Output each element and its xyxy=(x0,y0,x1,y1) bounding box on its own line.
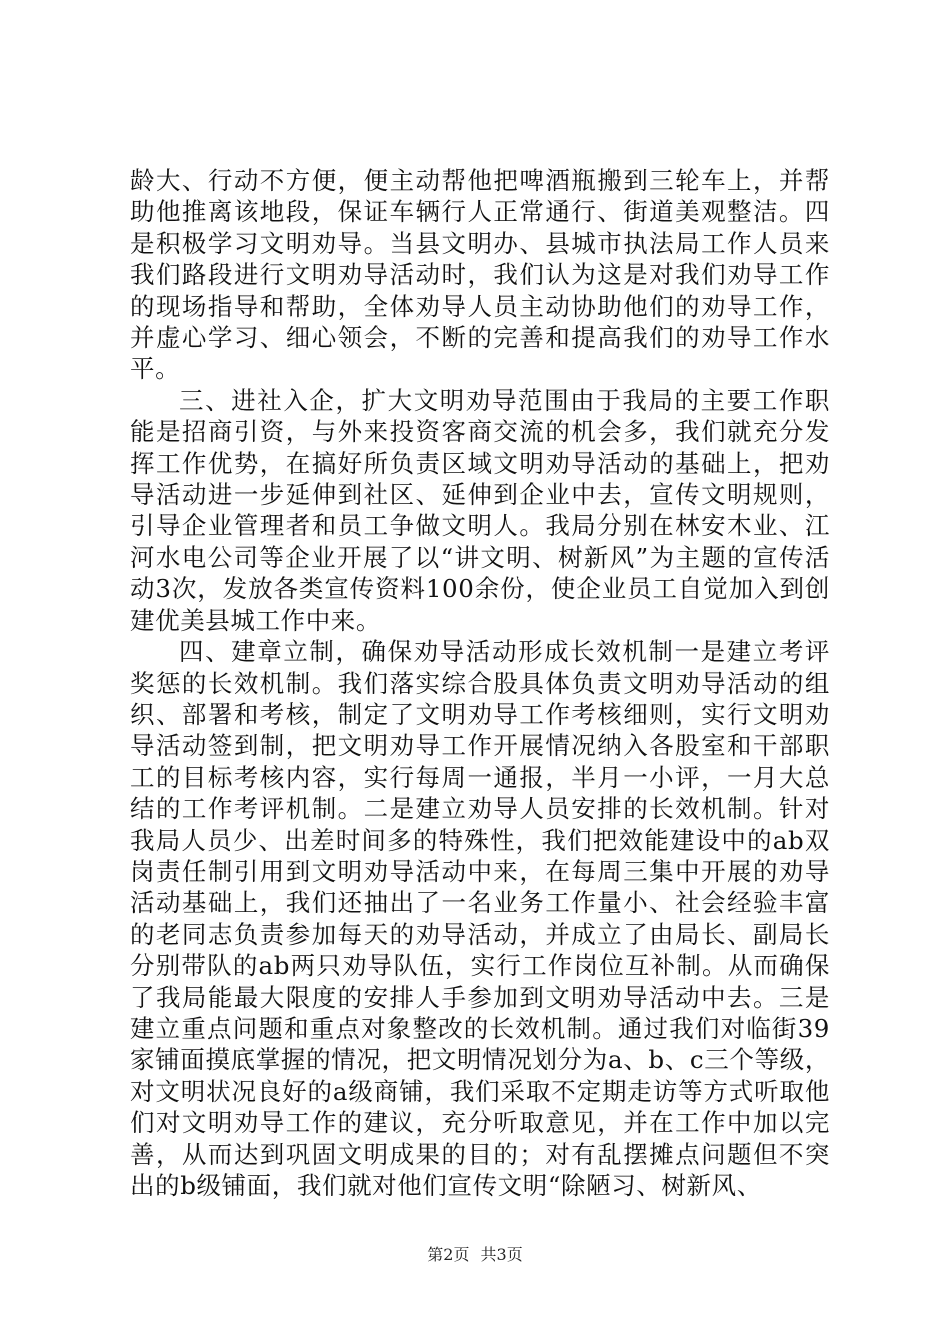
document-body xyxy=(130,165,830,1201)
page-number: 第2页 xyxy=(427,1245,470,1264)
paragraph-1: 龄大、行动不方便，便主动帮他把啤酒瓶搬到三轮车上，并帮助他推离该地段，保证车辆行人正常通行、街道美观整洁。四是积极学习文明劝导。当县文明办、县城市执法局工作人员来我们路段进行文明劝导活动时，我们认为这是对我们劝导工作的现场指导和帮助，全体劝导人员主动协助他们的劝导工作，并虚心学习、细心领会，不断的完善和提高我们的劝导工作水平。 xyxy=(130,166,830,384)
paragraph-2: 三、进社入企，扩大文明劝导范围由于我局的主要工作职能是招商引资，与外来投资客商交流的机会多，我们就充分发挥工作优势，在搞好所负责区域文明劝导活动的基础上，把劝导活动进一步延伸到社区、延伸到企业中去，宣传文明规则，引导企业管理者和员工争做文明人。我局分别在林安木业、江河水电公司等企业开展了以“讲文明、树新风”为主题的宣传活动3次，发放各类宣传资料100余份，使企业员工自觉加入到创建优美县城工作中来。 xyxy=(130,385,830,635)
total-pages: 共3页 xyxy=(480,1245,523,1264)
paragraph-3: 四、建章立制，确保劝导活动形成长效机制一是建立考评奖惩的长效机制。我们落实综合股具体负责文明劝导活动的组织、部署和考核，制定了文明劝导工作考核细则，实行文明劝导活动签到制，把文明劝导工作开展情况纳入各股室和干部职工的目标考核内容，实行每周一通报，半月一小评，一月大总结的工作考评机制。二是建立劝导人员安排的长效机制。针对我局人员少、出差时间多的特殊性，我们把效能建设中的ab双岗责任制引用到文明劝导活动中来，在每周三集中开展的劝导活动基础上，我们还抽出了一名业务工作量小、社会经验丰富的老同志负责参加每天的劝导活动，并成立了由局长、副局长分别带队的ab两只劝导队伍，实行工作岗位互补制。从而确保了我局能最大限度的安排人手参加到文明劝导活动中去。三是建立重点问题和重点对象整改的长效机制。通过我们对临街39家铺面摸底掌握的情况，把文明情况划分为a、b、c三个等级，对文明状况良好的a级商铺，我们采取不定期走访等方式听取他们对文明劝导工作的建议，充分听取意见，并在工作中加以完善，从而达到巩固文明成果的目的；对有乱摆摊点问题但不突出的b级铺面，我们就对他们宣传文明“除陋习、树新风、 xyxy=(130,637,830,1200)
page-footer xyxy=(0,1245,950,1265)
